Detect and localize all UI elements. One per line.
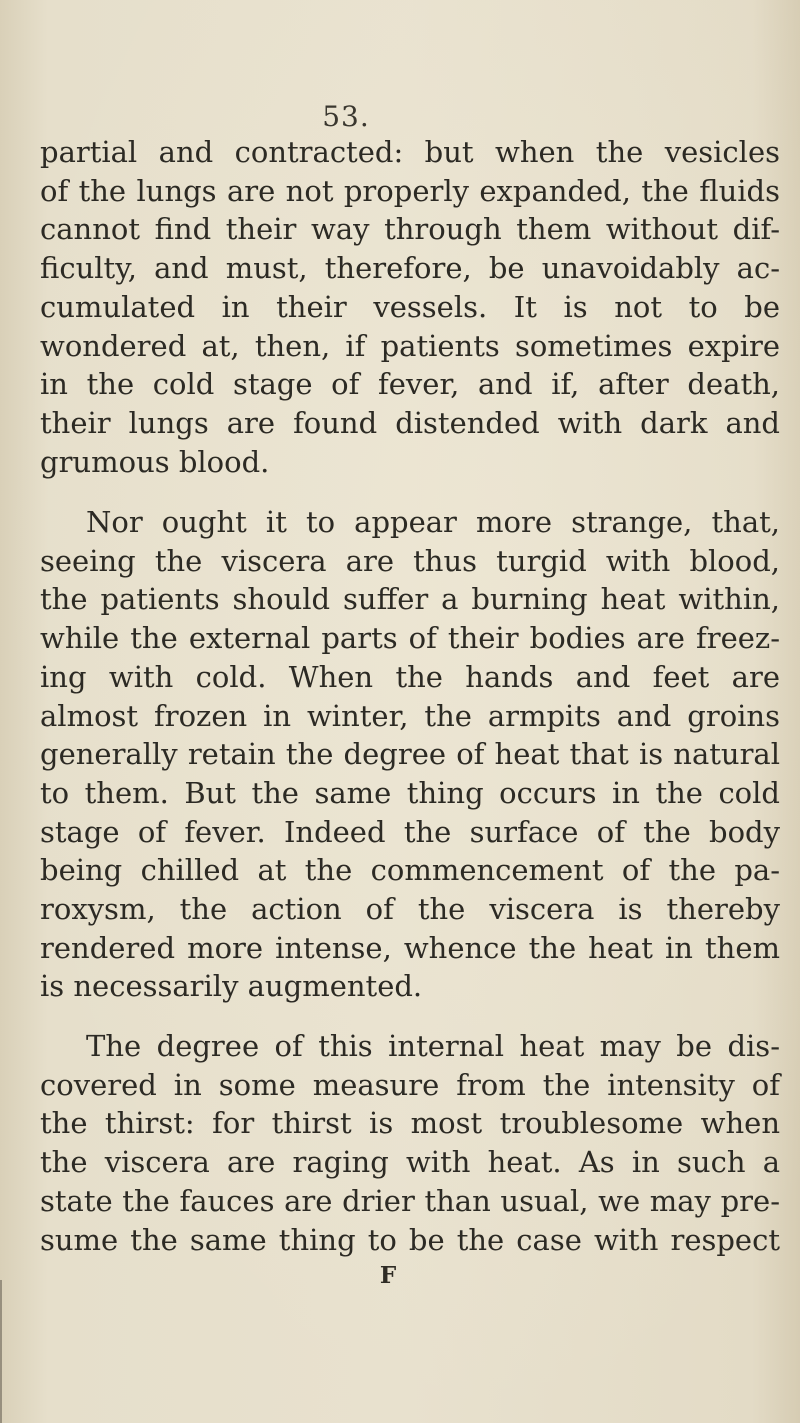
paragraph-1 (40, 133, 780, 481)
text-line: the patients should suffer a burning heat within, (40, 582, 780, 617)
text-line: sume the same thing to be the case with respect (40, 1222, 780, 1257)
paragraph-2 (40, 503, 780, 1006)
text-line: generally retain the degree of heat that is natural (40, 737, 780, 772)
text-line: wondered at, then, if patients sometimes expire (40, 328, 780, 363)
paragraph-3 (40, 1027, 780, 1259)
text-line: rendered more intense, whence the heat in them (40, 930, 780, 965)
text-line: stage of fever. Indeed the surface of the body (40, 814, 780, 849)
text-line: while the external parts of their bodies are freez- (40, 621, 780, 656)
text-line: partial and contracted: but when the vesicles (40, 135, 780, 169)
text-line: The degree of this internal heat may be dis- (86, 1029, 780, 1063)
text-line: almost frozen in winter, the armpits and groins (40, 698, 780, 733)
signature-mark: F (379, 1262, 397, 1289)
text-line: seeing the viscera are thus turgid with blood, (40, 543, 780, 578)
text-line: covered in some measure from the intensity of (40, 1067, 780, 1102)
page-edge-shadow (0, 1280, 16, 1423)
text-line: the viscera are raging with heat. As in such a (40, 1145, 780, 1180)
text-line: the thirst: for thirst is most troublesome when (40, 1106, 780, 1141)
page-number: 53. (322, 100, 370, 133)
text-line: roxysm, the action of the viscera is thereby (40, 892, 780, 927)
text-line: cumulated in their vessels. It is not to be (40, 289, 780, 324)
text-line: ficulty, and must, therefore, be unavoidably ac- (40, 251, 780, 286)
text-line: Nor ought it to appear more strange, that, (86, 505, 780, 539)
text-line: cannot find their way through them without dif- (40, 212, 780, 247)
text-line: in the cold stage of fever, and if, after death, (40, 367, 780, 402)
text-line: grumous blood. (40, 444, 270, 479)
text-line: state the fauces are drier than usual, we may pre- (40, 1183, 780, 1218)
text-line: ing with cold. When the hands and feet are (40, 659, 780, 694)
text-line: of the lungs are not properly expanded, the fluids (40, 173, 780, 208)
text-line: being chilled at the commencement of the pa- (40, 853, 780, 888)
text-line: to them. But the same thing occurs in the cold (40, 775, 780, 810)
text-line: their lungs are found distended with dark and (40, 405, 780, 440)
text-line: is necessarily augmented. (40, 969, 423, 1004)
